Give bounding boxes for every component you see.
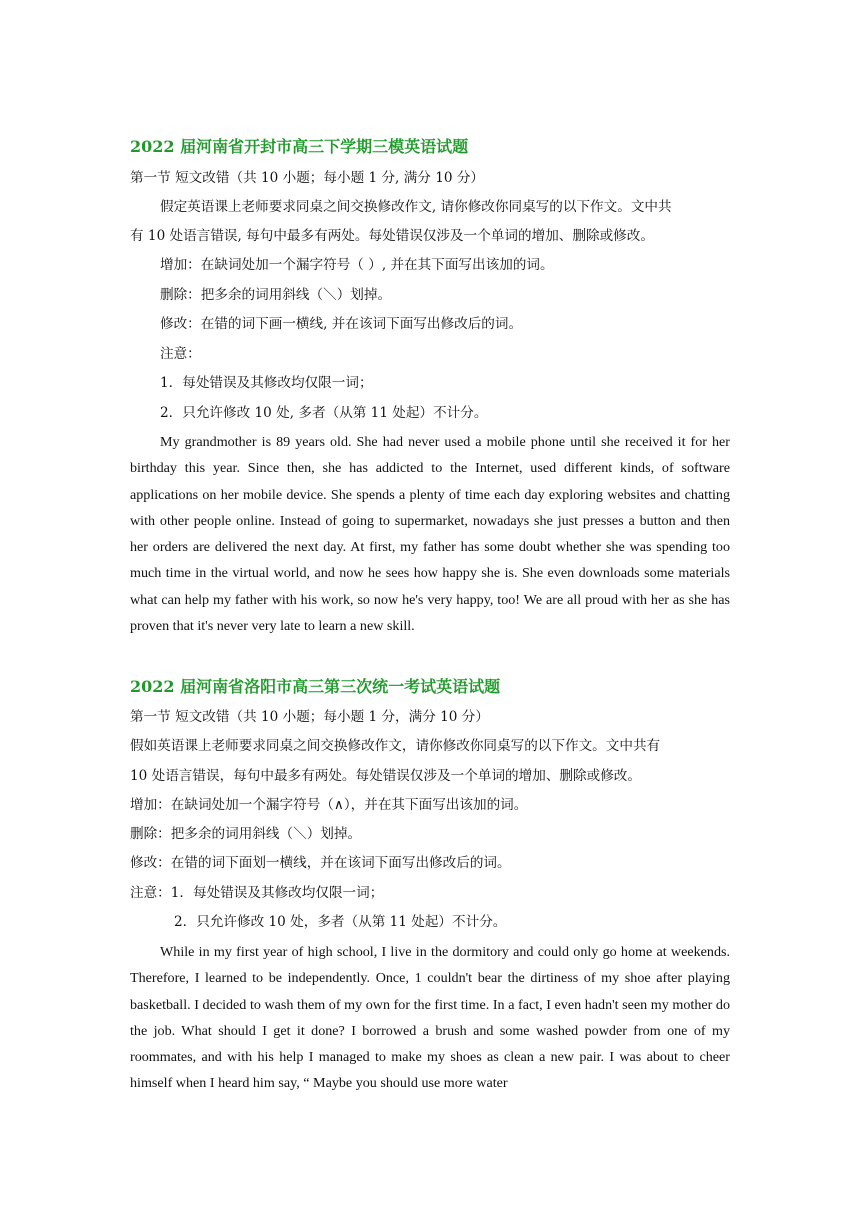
section2-passage	[130, 939, 730, 1097]
section1-note-label: 注意：	[160, 346, 201, 362]
section1-instruction-1: 假定英语课上老师要求同桌之间交换修改作文, 请你修改你同桌写的以下作文。文中共	[160, 199, 672, 215]
section2-note-2: 2．只允许修改 10 处，多者（从第 11 处起）不计分。	[174, 914, 507, 930]
section1-passage-text: My grandmother is 89 years old. She had never used a mobile phone until she received it for her birthday this year. Since then, she has addicted to the Internet, used different kinds, of software applications on her mobile device. She spends a plenty of time each day exploring websites and chatting with other people online. Instead of going to supermarket, nowadays she just presses a button and then her orders are delivered the next day. At first, my father has some doubt whether she was spending too much time in the virtual world, and now he sees how happy she is. She even downloads some materials what can help my father with his work, so now he's very happy, too! We are all proud with her as she has proven that it's never very late to learn a new skill.	[130, 434, 730, 635]
section1-note-2: 2．只允许修改 10 处, 多者（从第 11 处起）不计分。	[160, 405, 488, 421]
section2-subtitle: 第一节 短文改错（共 10 小题；每小题 1 分，满分 10 分）	[130, 709, 489, 725]
section2-passage-text: While in my first year of high school, I live in the dormitory and could only go home at weekends. Therefore, I learned to be independently. Once, 1 couldn't bear the dirtiness of my shoe after playing basketball. I decided to wash them of my own for the first time. In a fact, I even hadn't seen my mother do the job. What should I get it done? I borrowed a brush and some washed powder from one of my roommates, and with his help I managed to make my shoes as clean a new pair. I was about to cheer himself when I heard him say, “ Maybe you should use more water	[130, 944, 730, 1092]
section1-passage	[130, 429, 730, 639]
section1-subtitle: 第一节 短文改错（共 10 小题；每小题 1 分, 满分 10 分）	[130, 170, 485, 186]
section1-delete-rule: 删除：把多余的词用斜线（＼）划掉。	[160, 287, 392, 303]
section1-note-1: 1．每处错误及其修改均仅限一词；	[160, 375, 373, 391]
section1-modify-rule: 修改：在错的词下画一横线, 并在该词下面写出修改后的词。	[160, 316, 523, 332]
section2-modify-rule: 修改：在错的词下面划一横线，并在该词下面写出修改后的词。	[130, 855, 511, 871]
section2-add-rule: 增加：在缺词处加一个漏字符号（∧），并在其下面写出该加的词。	[130, 797, 528, 813]
section2-instruction-1: 假如英语课上老师要求同桌之间交换修改作文，请你修改你同桌写的以下作文。文中共有	[130, 738, 661, 754]
section1-title: 2022 届河南省开封市高三下学期三模英语试题	[130, 137, 469, 156]
section2-title: 2022 届河南省洛阳市高三第三次统一考试英语试题	[130, 677, 501, 696]
section1-instruction-2: 有 10 处语言错误, 每句中最多有两处。每处错误仅涉及一个单词的增加、删除或修改。	[130, 228, 654, 244]
section2-delete-rule: 删除：把多余的词用斜线（＼）划掉。	[130, 826, 362, 842]
section2-instruction-2: 10 处语言错误，每句中最多有两处。每处错误仅涉及一个单词的增加、删除或修改。	[130, 768, 641, 784]
section1-add-rule: 增加：在缺词处加一个漏字符号（ ）, 并在其下面写出该加的词。	[160, 257, 554, 273]
section2-note-1: 注意：1．每处错误及其修改均仅限一词；	[130, 885, 384, 901]
